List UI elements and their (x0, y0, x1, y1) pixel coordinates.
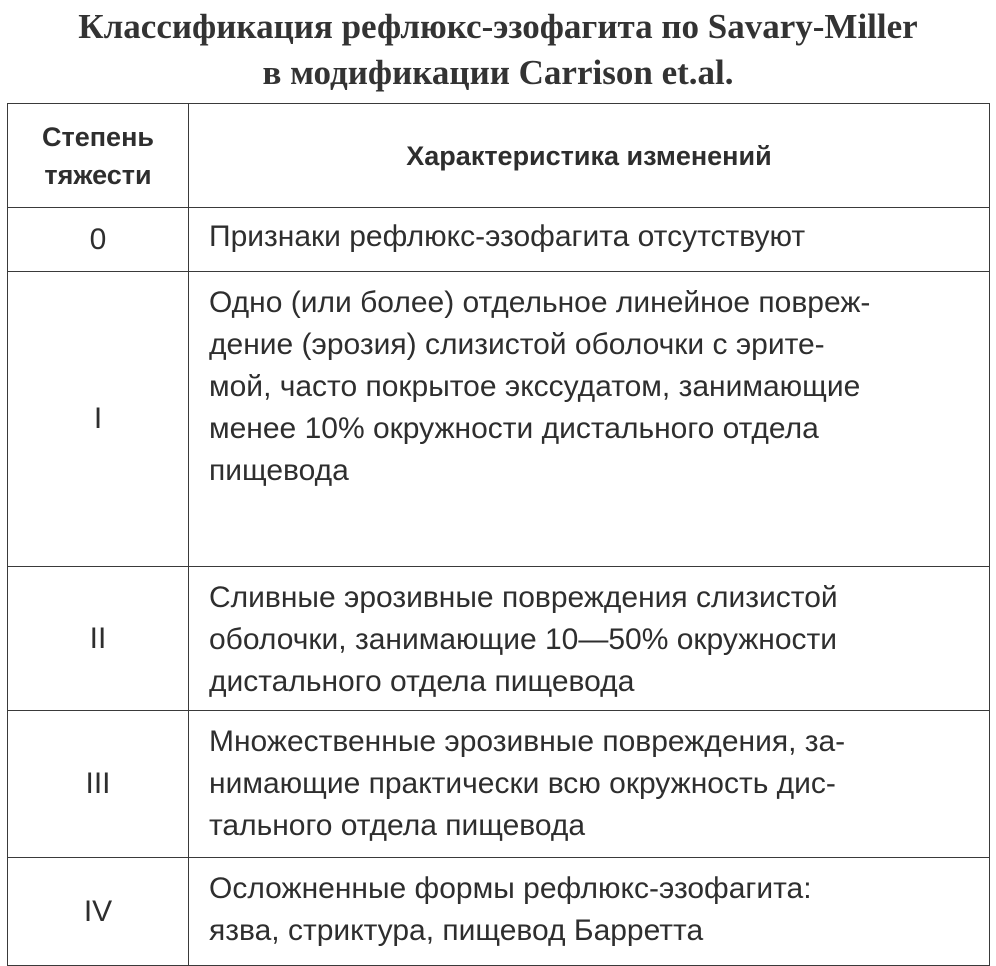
description-cell (189, 208, 990, 272)
header-description: Характеристика изменений (189, 104, 990, 208)
document-title (0, 4, 996, 96)
table-header-row (8, 104, 990, 208)
table-row (8, 858, 990, 966)
table-row (8, 208, 990, 272)
table-row (8, 711, 990, 858)
table-row (8, 272, 990, 567)
grade-cell: II (8, 567, 189, 711)
grade-cell: IV (8, 858, 189, 966)
grade-cell: I (8, 272, 189, 567)
description-line: мой, часто покрытое экссудатом, занимающие (209, 370, 861, 403)
header-grade-line-2: тяжести (44, 159, 152, 190)
description-line: дение (эрозия) слизистой оболочки с эрите- (209, 328, 825, 361)
description-line: менее 10% окружности дистального отдела (209, 412, 819, 445)
description-cell (189, 711, 990, 858)
grade-cell: 0 (8, 208, 189, 272)
header-grade-line-1: Степень (42, 121, 154, 152)
description-cell (189, 567, 990, 711)
description-line: Одно (или более) отдельное линейное повреж- (209, 286, 871, 319)
description-line: язва, стриктура, пищевод Барретта (209, 914, 704, 947)
description-line: Осложненные формы рефлюкс-эзофагита: (209, 872, 812, 905)
description-line: тального отдела пищевода (209, 809, 586, 842)
description-line: нимающие практически всю окружность дис- (209, 767, 836, 800)
title-line-2: в модификации Carrison et.al. (262, 53, 734, 92)
description-line: дистального отдела пищевода (209, 665, 635, 698)
classification-table (7, 103, 990, 966)
table-row (8, 567, 990, 711)
description-line: Признаки рефлюкс-эзофагита отсутствуют (209, 220, 806, 253)
title-line-1: Классификация рефлюкс-эзофагита по Savary-Miller (78, 7, 918, 46)
description-line: оболочки, занимающие 10—50% окружности (209, 623, 838, 656)
description-line: Сливные эрозивные повреждения слизистой (209, 581, 838, 614)
description-line: пищевода (209, 454, 349, 487)
header-grade (8, 104, 189, 208)
description-cell (189, 272, 990, 567)
description-line: Множественные эрозивные повреждения, за- (209, 725, 846, 758)
grade-cell: III (8, 711, 189, 858)
description-cell (189, 858, 990, 966)
